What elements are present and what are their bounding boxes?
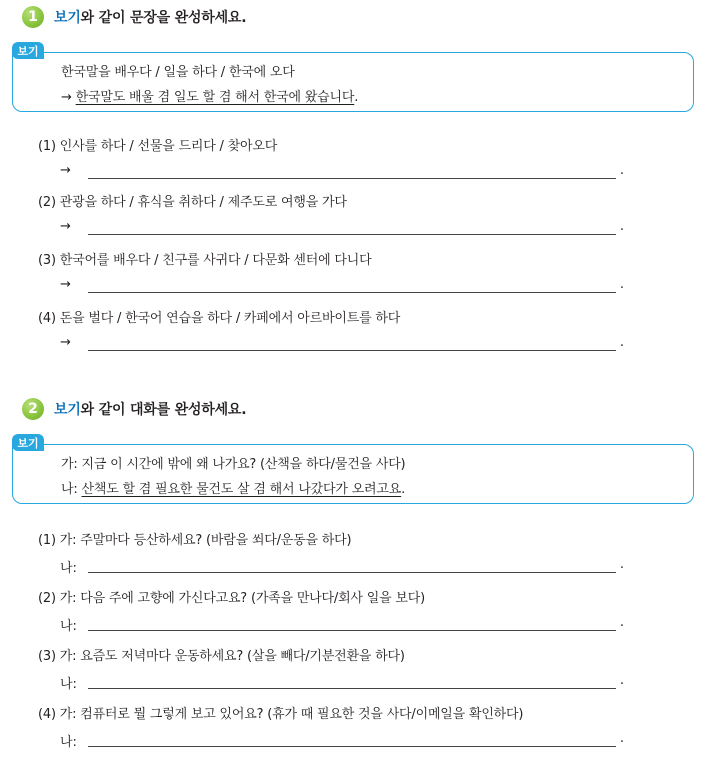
example-answer: 한국말도 배울 겸 일도 할 겸 해서 한국에 왔습니다 <box>75 90 355 105</box>
exercise-prompt: (2) 관광을 하다 / 휴식을 취하다 / 제주도로 여행을 가다 <box>38 195 347 210</box>
answer-line[interactable]: → . <box>60 219 624 234</box>
example-box-2 <box>12 436 694 504</box>
section-1-heading <box>22 4 246 30</box>
example-answer-line: → 한국말도 배울 겸 일도 할 겸 해서 한국에 왔습니다. <box>61 90 359 105</box>
answer-line[interactable]: 나: . <box>60 557 624 576</box>
answer-line[interactable]: 나: . <box>60 615 624 634</box>
exercise-prompt: (4) 가: 컴퓨터로 뭘 그렇게 보고 있어요? (휴가 때 필요한 것을 사다/이메일을 확인하다) <box>38 707 524 722</box>
speaker-label: 나: <box>61 482 82 497</box>
exercise-item <box>38 252 638 295</box>
answer-blank[interactable] <box>88 350 616 351</box>
answer-blank[interactable] <box>88 292 616 293</box>
section-instruction <box>54 7 246 27</box>
exercise-item <box>38 648 638 691</box>
example-answer-line: 나: 산책도 할 겸 필요한 물건도 살 겸 해서 나갔다가 오려고요. <box>61 482 406 497</box>
exercise-prompt: (2) 가: 다음 주에 고향에 가신다고요? (가족을 만나다/회사 일을 보다) <box>38 591 425 606</box>
answer-blank[interactable] <box>88 178 616 179</box>
exercise-item <box>38 532 638 575</box>
answer-blank[interactable] <box>88 746 616 747</box>
instruction-text: 와 같이 대화를 완성하세요. <box>80 402 247 418</box>
answer-blank[interactable] <box>88 234 616 235</box>
example-tag: 보기 <box>12 434 44 451</box>
exercise-prompt: (3) 한국어를 배우다 / 친구를 사귀다 / 다문화 센터에 다니다 <box>38 253 372 268</box>
example-prompt: 한국말을 배우다 / 일을 하다 / 한국에 오다 <box>61 65 295 80</box>
section-number-badge: 2 <box>22 398 44 420</box>
exercise-prompt: (4) 돈을 벌다 / 한국어 연습을 하다 / 카페에서 아르바이트를 하다 <box>38 311 401 326</box>
exercise-prompt: (3) 가: 요즘도 저녁마다 운동하세요? (살을 빼다/기분전환을 하다) <box>38 649 405 664</box>
section-instruction <box>54 399 246 419</box>
exercise-item <box>38 706 638 749</box>
example-prompt: 가: 지금 이 시간에 밖에 왜 나가요? (산책을 하다/물건을 사다) <box>61 457 406 472</box>
exercise-prompt: (1) 인사를 하다 / 선물을 드리다 / 찾아오다 <box>38 139 278 154</box>
example-answer: 산책도 할 겸 필요한 물건도 살 겸 해서 나갔다가 오려고요 <box>81 482 402 497</box>
example-box-1 <box>12 44 694 112</box>
answer-line[interactable]: → . <box>60 335 624 350</box>
instruction-keyword: 보기 <box>54 402 81 418</box>
answer-blank[interactable] <box>88 630 616 631</box>
exercise-item <box>38 310 638 353</box>
arrow: → <box>61 90 76 105</box>
example-tag: 보기 <box>12 42 44 59</box>
exercise-item <box>38 138 638 181</box>
answer-line[interactable]: → . <box>60 277 624 292</box>
answer-line[interactable]: 나: . <box>60 731 624 750</box>
answer-line[interactable]: 나: . <box>60 673 624 692</box>
answer-blank[interactable] <box>88 688 616 689</box>
section-2-heading <box>22 396 246 422</box>
instruction-keyword: 보기 <box>54 10 81 26</box>
exercise-prompt: (1) 가: 주말마다 등산하세요? (바람을 쐬다/운동을 하다) <box>38 533 352 548</box>
exercise-item <box>38 194 638 237</box>
instruction-text: 와 같이 문장을 완성하세요. <box>80 10 247 26</box>
exercise-item <box>38 590 638 633</box>
answer-line[interactable]: → . <box>60 163 624 178</box>
section-number-badge: 1 <box>22 6 44 28</box>
answer-blank[interactable] <box>88 572 616 573</box>
